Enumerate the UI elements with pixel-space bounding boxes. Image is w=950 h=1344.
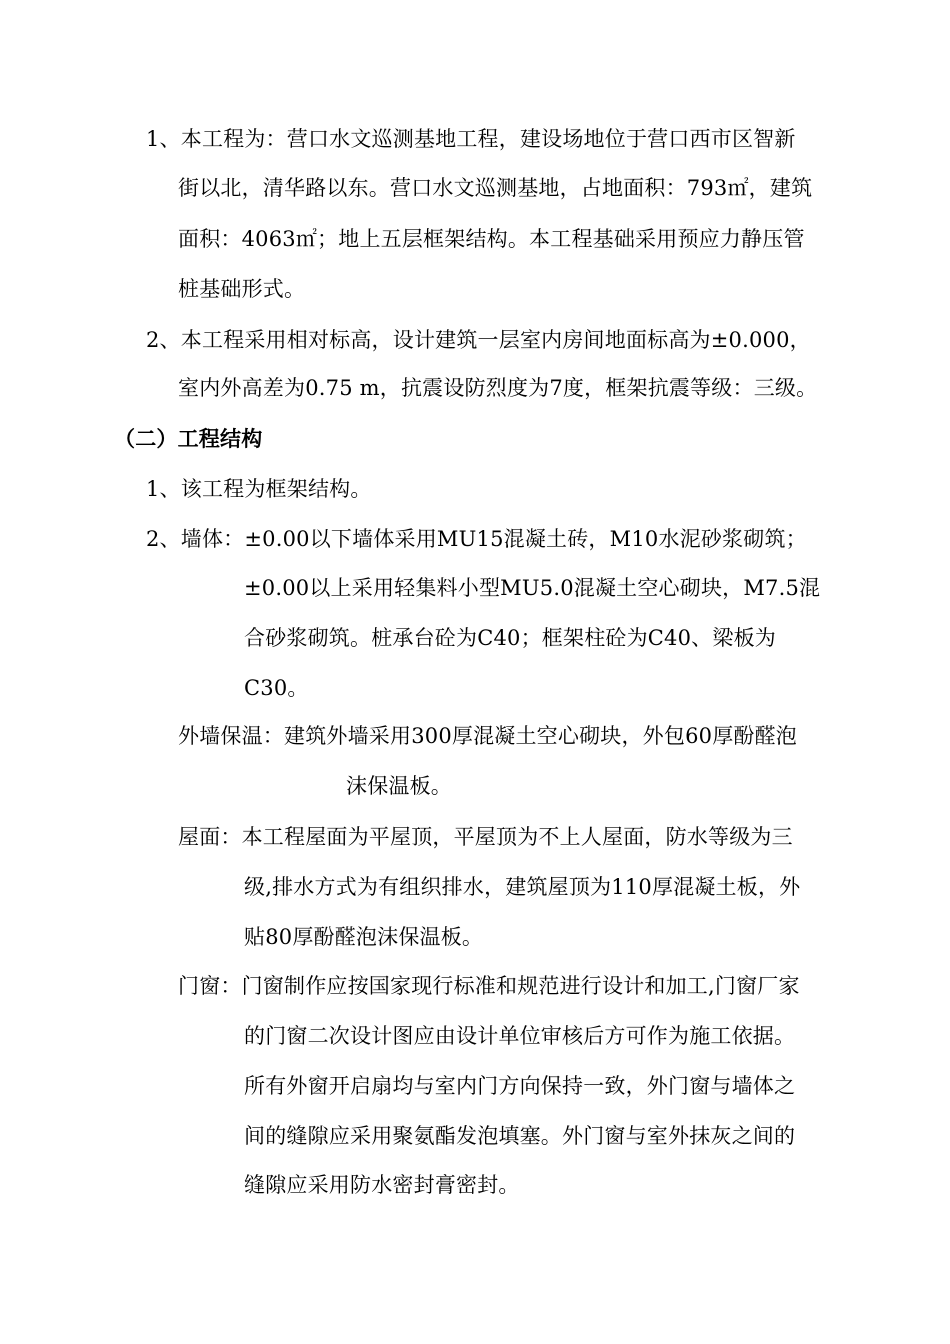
paragraph-line: 缝隙应采用防水密封膏密封。 [244, 1173, 520, 1197]
section-heading: （二）工程结构 [114, 427, 263, 451]
paragraph-line: C30。 [244, 676, 309, 700]
paragraph-line: 街以北，清华路以东。营口水文巡测基地，占地面积：793㎡，建筑 [178, 176, 813, 200]
paragraph-line: 2、本工程采用相对标高，设计建筑一层室内房间地面标高为±0.000， [146, 328, 811, 352]
paragraph-line: 所有外窗开启扇均与室内门方向保持一致，外门窗与墙体之 [244, 1074, 796, 1098]
paragraph-line: 面积：4063㎡；地上五层框架结构。本工程基础采用预应力静压管 [178, 227, 805, 251]
paragraph-line: 级,排水方式为有组织排水，建筑屋顶为110厚混凝土板，外 [244, 875, 801, 899]
paragraph-line: 贴80厚酚醛泡沫保温板。 [244, 925, 484, 949]
paragraph-line: 1、本工程为：营口水文巡测基地工程，建设场地位于营口西市区智新 [146, 127, 796, 151]
paragraph-line: 屋面：本工程屋面为平屋顶，平屋顶为不上人屋面，防水等级为三 [178, 825, 793, 849]
paragraph-line: 沫保温板。 [346, 774, 452, 798]
paragraph-line: 外墙保温：建筑外墙采用300厚混凝土空心砌块，外包60厚酚醛泡 [178, 724, 798, 748]
paragraph-line: 间的缝隙应采用聚氨酯发泡填塞。外门窗与室外抹灰之间的 [244, 1124, 796, 1148]
paragraph-line: 2、墙体：±0.00以下墙体采用MU15混凝土砖，M10水泥砂浆砌筑； [146, 527, 807, 551]
paragraph-line: ±0.00以上采用轻集料小型MU5.0混凝土空心砌块，M7.5混 [244, 576, 821, 600]
paragraph-line: 1、该工程为框架结构。 [146, 477, 372, 501]
paragraph-line: 门窗：门窗制作应按国家现行标准和规范进行设计和加工,门窗厂家 [178, 974, 800, 998]
paragraph-line: 桩基础形式。 [178, 277, 306, 301]
paragraph-line: 合砂浆砌筑。桩承台砼为C40；框架柱砼为C40、梁板为 [244, 626, 776, 650]
paragraph-line: 室内外高差为0.75 m，抗震设防烈度为7度，框架抗震等级：三级。 [178, 376, 818, 400]
paragraph-line: 的门窗二次设计图应由设计单位审核后方可作为施工依据。 [244, 1024, 796, 1048]
